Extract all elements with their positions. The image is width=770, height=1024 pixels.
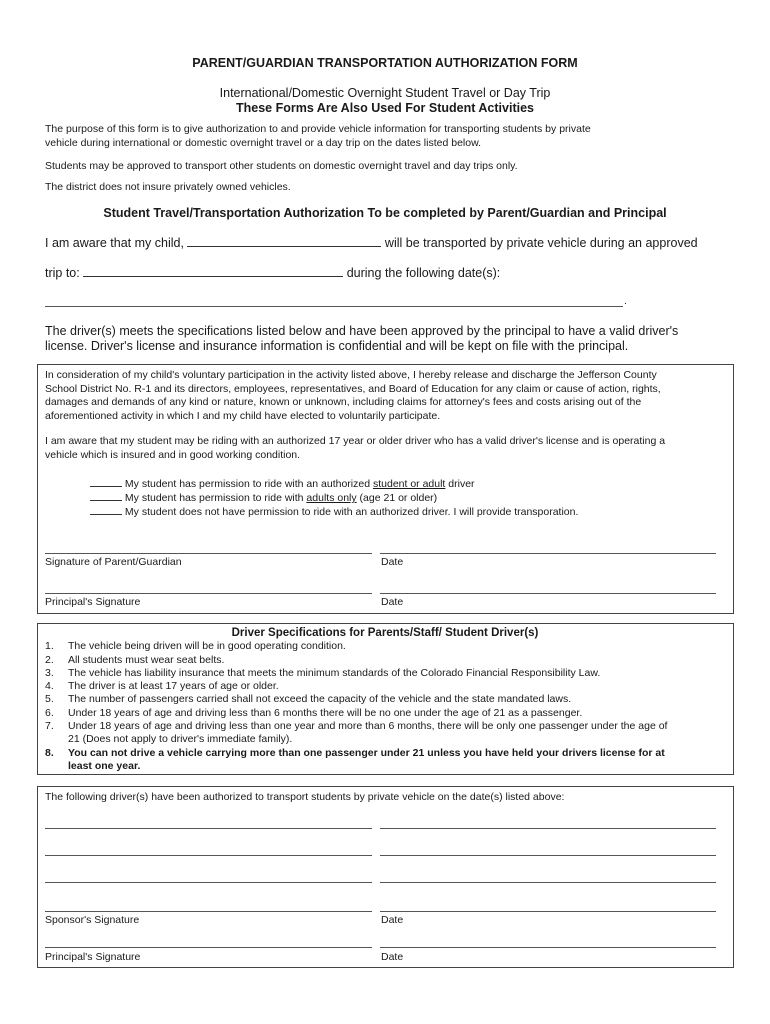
principal-date-field[interactable]	[380, 593, 716, 594]
principal2-date-label: Date	[381, 951, 404, 963]
child-name-field[interactable]	[187, 235, 381, 247]
child-line: I am aware that my child, will be transported by private vehicle during an approved	[45, 236, 698, 250]
parent-date-field[interactable]	[380, 553, 716, 554]
principal2-date-field[interactable]	[380, 947, 716, 948]
driver-awareness-paragraph: I am aware that my student may be riding with an authorized 17 year or older driver who has a valid driver's license and is operating a vehicle which is insured and in good working condition.	[45, 435, 666, 461]
dates-period: .	[624, 295, 627, 307]
option1-check-field[interactable]	[90, 475, 122, 487]
principal-signature-field[interactable]	[45, 593, 372, 594]
sponsor-date-field[interactable]	[380, 911, 716, 912]
trip-line: trip to: during the following date(s):	[45, 266, 501, 280]
trip-dates-field[interactable]	[45, 306, 623, 307]
release-paragraph: In consideration of my child's voluntary participation in the activity listed above, I hereby release and discharge the Jefferson County School District No. R-1 and its directors, employees, representatives, and Board of Education for any claim or cause of action, rights, damages and demands of any kind or nature, known or unknown, including claims for attorney's fees and costs arising out of the aforementioned activity in which I and my child have elected to voluntarily participate.	[45, 369, 661, 422]
parent-signature-label: Signature of Parent/Guardian	[45, 556, 182, 568]
form-subtitle: International/Domestic Overnight Student Travel or Day Trip	[219, 86, 551, 100]
sponsor-signature-label: Sponsor's Signature	[45, 914, 140, 926]
principal2-signature-label: Principal's Signature	[45, 951, 141, 963]
parent-date-label: Date	[381, 556, 404, 568]
authorization-heading: Student Travel/Transportation Authorization To be completed by Parent/Guardian and Principal	[103, 206, 667, 220]
authorized-drivers-box	[37, 786, 734, 968]
driver-name-field-6[interactable]	[380, 882, 716, 883]
option-adults-only: My student has permission to ride with adults only (age 21 or older)	[90, 489, 437, 506]
intro-purpose: The purpose of this form is to give authorization to and provide vehicle information for transporting students by private vehicle during international or domestic overnight travel or a day trip on the dates listed below.	[45, 123, 591, 149]
intro-approval: Students may be approved to transport other students on domestic overnight travel and day trips only.	[45, 160, 518, 172]
option-no-permission: My student does not have permission to ride with an authorized driver. I will provide transporation.	[90, 503, 578, 520]
intro-insurance: The district does not insure privately owned vehicles.	[45, 181, 291, 193]
option-student-or-adult: My student has permission to ride with an authorized student or adult driver	[90, 475, 475, 492]
form-subtitle-bold: These Forms Are Also Used For Student Activities	[236, 101, 534, 115]
sponsor-date-label: Date	[381, 914, 404, 926]
driver-name-field-2[interactable]	[380, 828, 716, 829]
trip-destination-field[interactable]	[83, 265, 343, 277]
driver-name-field-5[interactable]	[45, 882, 372, 883]
principal-signature-label: Principal's Signature	[45, 596, 141, 608]
authorized-drivers-text: The following driver(s) have been authorized to transport students by private vehicle on the date(s) listed above:	[45, 791, 565, 803]
principal-date-label: Date	[381, 596, 404, 608]
principal2-signature-field[interactable]	[45, 947, 372, 948]
driver-name-field-3[interactable]	[45, 855, 372, 856]
parent-signature-field[interactable]	[45, 553, 372, 554]
driver-statement: The driver(s) meets the specifications listed below and have been approved by the principal to have a valid driver's license. Driver's license and insurance information is confidential and will be kept on file with the principal.	[45, 324, 679, 353]
driver-specs-heading: Driver Specifications for Parents/Staff/ Student Driver(s)	[231, 627, 539, 639]
form-title: PARENT/GUARDIAN TRANSPORTATION AUTHORIZATION FORM	[192, 56, 578, 70]
option3-check-field[interactable]	[90, 503, 122, 515]
option2-check-field[interactable]	[90, 489, 122, 501]
driver-name-field-1[interactable]	[45, 828, 372, 829]
driver-name-field-4[interactable]	[380, 855, 716, 856]
sponsor-signature-field[interactable]	[45, 911, 372, 912]
